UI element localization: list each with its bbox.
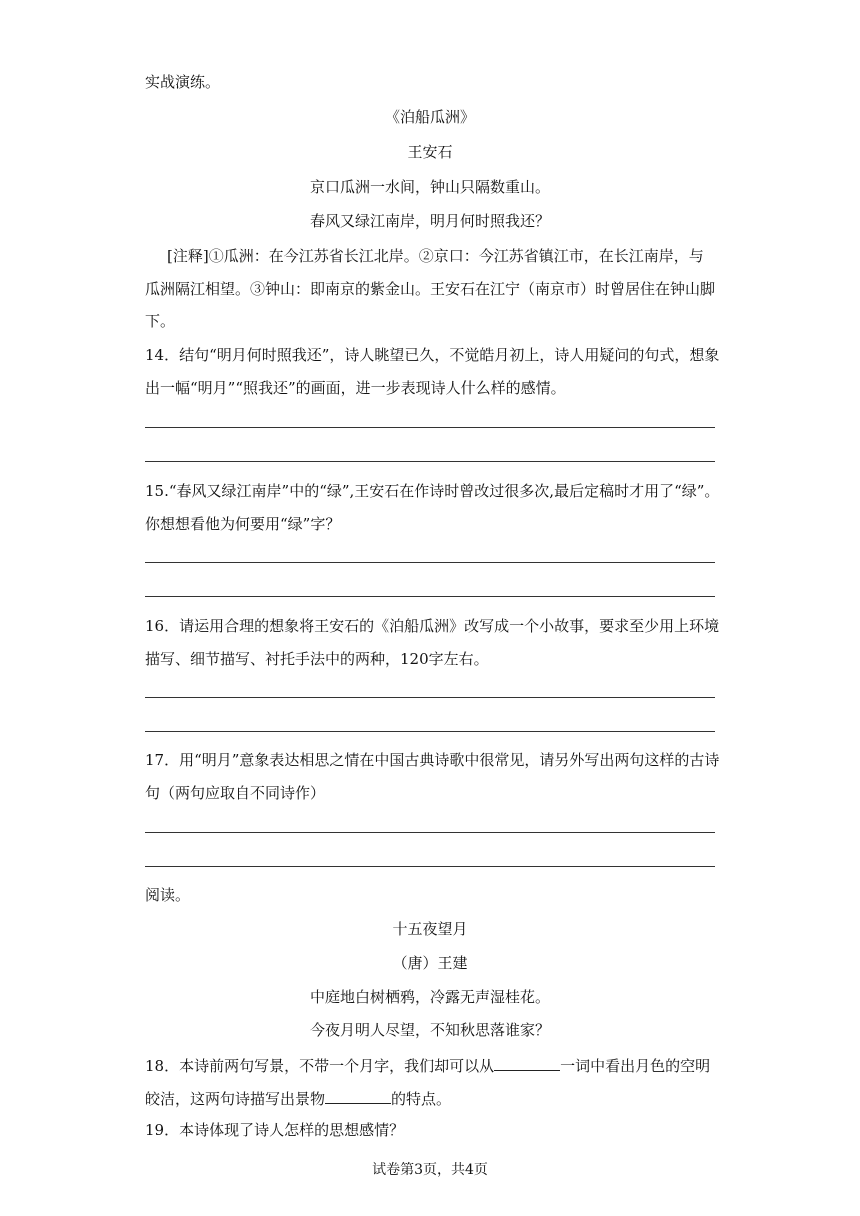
question-19: 19．本诗体现了诗人怎样的思想感情？ bbox=[145, 1121, 405, 1139]
question-14-line-2: 出一幅“明月”“照我还”的画面，进一步表现诗人什么样的感情。 bbox=[145, 379, 566, 397]
question-16-line-2: 描写、细节描写、衬托手法中的两种，120字左右。 bbox=[145, 650, 489, 668]
q18-text-1: 18．本诗前两句写景，不带一个月字，我们却可以从 bbox=[145, 1057, 495, 1075]
q18-text-4: 的特点。 bbox=[391, 1090, 452, 1108]
poem2-title: 十五夜望月 bbox=[392, 920, 468, 938]
question-17-line-1: 17．用“明月”意象表达相思之情在中国古典诗歌中很常见，请另外写出两句这样的古诗 bbox=[145, 751, 720, 769]
poem-line-1: 京口瓜洲一水间，钟山只隔数重山。 bbox=[309, 178, 550, 196]
poem-title: 《泊船瓜洲》 bbox=[384, 108, 475, 126]
note-line-1: [注释]①瓜洲：在今江苏省长江北岸。②京口：今江苏省镇江市，在长江南岸，与 bbox=[167, 247, 704, 265]
answer-line[interactable] bbox=[145, 427, 715, 428]
answer-line[interactable] bbox=[145, 866, 715, 867]
question-15-line-2: 你想想看他为何要用“绿”字？ bbox=[145, 515, 341, 533]
answer-line[interactable] bbox=[145, 461, 715, 462]
fill-blank-1[interactable] bbox=[494, 1054, 560, 1071]
poem-author: 王安石 bbox=[407, 143, 453, 161]
note-line-2: 瓜洲隔江相望。③钟山：即南京的紫金山。王安石在江宁（南京市）时曾居住在钟山脚 bbox=[145, 280, 716, 298]
page-footer: 试卷第3页，共4页 bbox=[372, 1162, 488, 1178]
poem-line-2: 春风又绿江南岸，明月何时照我还？ bbox=[309, 212, 550, 230]
question-16-line-1: 16．请运用合理的想象将王安石的《泊船瓜洲》改写成一个小故事，要求至少用上环境 bbox=[145, 617, 720, 635]
question-18-line-2 bbox=[145, 1087, 451, 1109]
answer-line[interactable] bbox=[145, 562, 715, 563]
section2-heading: 阅读。 bbox=[145, 886, 191, 904]
poem2-line-1: 中庭地白树栖鸦，冷露无声湿桂花。 bbox=[309, 988, 550, 1006]
poem2-line-2: 今夜月明人尽望，不知秋思落谁家？ bbox=[309, 1021, 550, 1039]
question-15-line-1: 15.“春风又绿江南岸”中的“绿”,王安石在作诗时曾改过很多次,最后定稿时才用了“绿”。 bbox=[145, 482, 720, 500]
fill-blank-2[interactable] bbox=[325, 1087, 391, 1104]
question-17-line-2: 句（两句应取自不同诗作） bbox=[145, 784, 326, 802]
answer-line[interactable] bbox=[145, 697, 715, 698]
answer-line[interactable] bbox=[145, 596, 715, 597]
answer-line[interactable] bbox=[145, 731, 715, 732]
answer-line[interactable] bbox=[145, 832, 715, 833]
poem2-author: （唐）王建 bbox=[392, 954, 468, 972]
q18-text-2: 一词中看出月色的空明 bbox=[560, 1057, 711, 1075]
question-14-line-1: 14．结句“明月何时照我还”，诗人眺望已久，不觉皓月初上，诗人用疑问的句式，想象 bbox=[145, 346, 720, 364]
note-line-3: 下。 bbox=[145, 312, 176, 330]
question-18-line-1 bbox=[145, 1054, 710, 1076]
section1-heading: 实战演练。 bbox=[145, 73, 221, 91]
q18-text-3: 皎洁，这两句诗描写出景物 bbox=[145, 1090, 326, 1108]
